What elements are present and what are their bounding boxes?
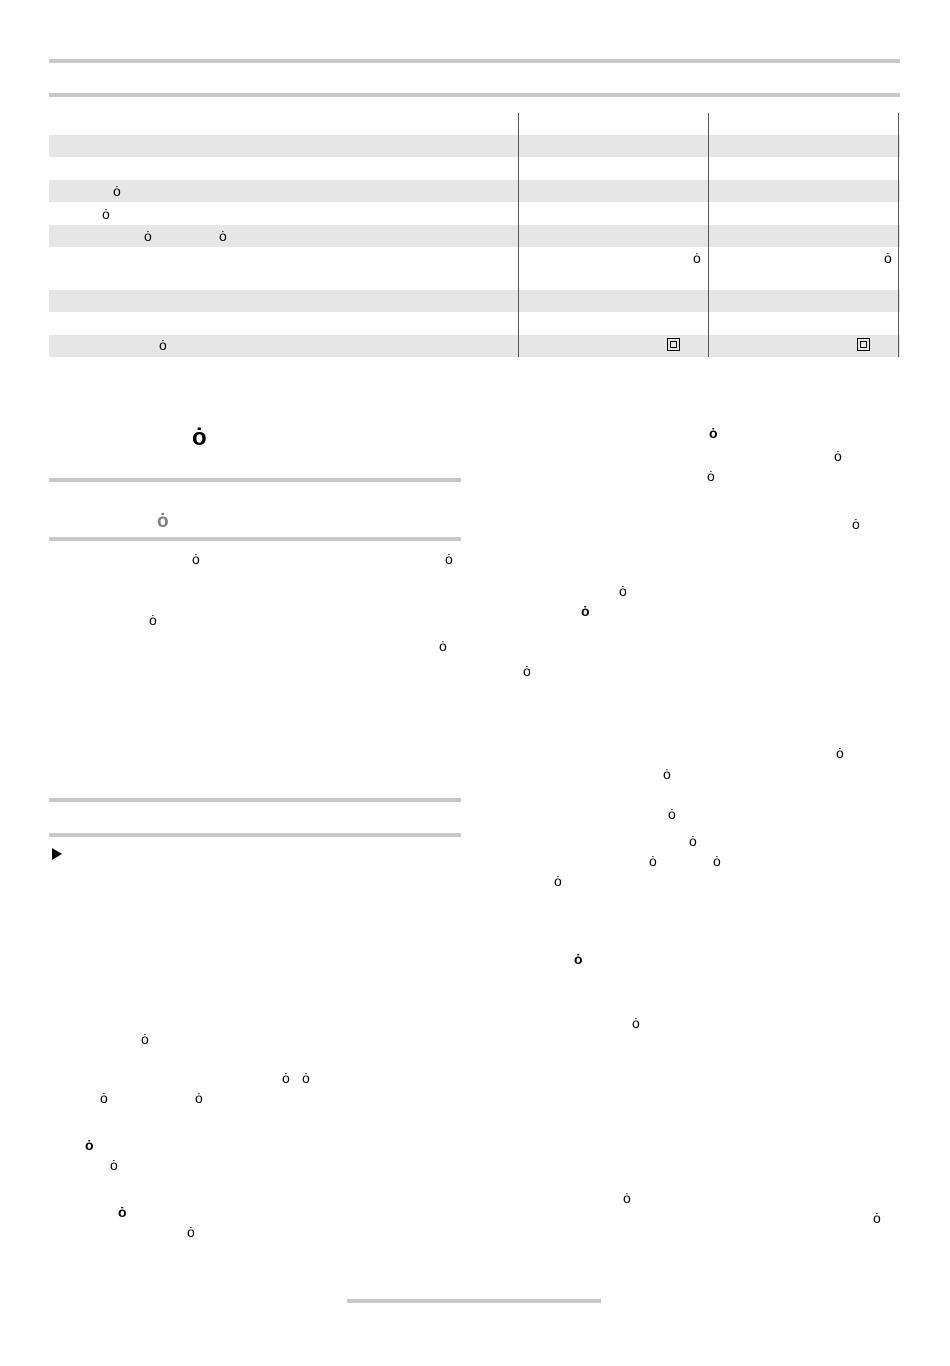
text-symbol: ȯ xyxy=(110,1157,118,1173)
text-symbol: ȯ xyxy=(632,1015,640,1031)
text-symbol: ȯ xyxy=(554,873,562,889)
text-symbol: ȯ xyxy=(282,1070,290,1086)
text-symbol: ȯ xyxy=(187,1224,195,1240)
text-symbol: ȯ xyxy=(195,1090,203,1106)
table-symbol: ȯ xyxy=(159,337,167,353)
section-rule xyxy=(49,833,461,837)
table-column-divider xyxy=(898,113,899,357)
text-symbol: ȯ xyxy=(649,853,657,869)
table-row-band xyxy=(49,225,900,247)
footer-rule xyxy=(347,1299,601,1303)
spec-table xyxy=(0,0,950,360)
table-row-band xyxy=(49,135,900,157)
text-symbol: ȯ xyxy=(619,583,627,599)
section-rule xyxy=(49,798,461,802)
text-symbol: ȯ xyxy=(668,806,676,822)
text-symbol: ȯ xyxy=(623,1190,631,1206)
table-row-band xyxy=(49,335,900,357)
table-symbol: ȯ xyxy=(113,183,121,199)
text-symbol: ȯ xyxy=(302,1070,310,1086)
text-symbol: ȯ xyxy=(141,1031,149,1047)
table-column-divider xyxy=(518,113,519,357)
double-square-icon xyxy=(857,338,870,351)
section-rule xyxy=(49,537,461,541)
text-symbol: ȯ xyxy=(873,1210,881,1226)
text-symbol: ȯ xyxy=(149,612,157,628)
text-symbol: ȯ xyxy=(836,745,844,761)
table-symbol: ȯ xyxy=(884,250,892,266)
text-symbol: ȯ xyxy=(192,551,200,567)
double-square-icon xyxy=(667,338,680,351)
section-heading-symbol: ȯ xyxy=(192,424,207,451)
table-symbol: ȯ xyxy=(102,206,110,222)
text-symbol-bold: ȯ xyxy=(85,1137,94,1153)
text-symbol-bold: ȯ xyxy=(118,1204,127,1220)
text-symbol: ȯ xyxy=(100,1090,108,1106)
text-symbol: ȯ xyxy=(523,663,531,679)
table-symbol: ȯ xyxy=(693,250,701,266)
table-row-band xyxy=(49,180,900,202)
table-symbol: ȯ xyxy=(219,228,227,244)
text-symbol: ȯ xyxy=(713,853,721,869)
table-row-band xyxy=(49,290,900,312)
text-symbol: ȯ xyxy=(707,468,715,484)
text-symbol-bold: ȯ xyxy=(709,425,718,441)
subheading-symbol: ȯ xyxy=(157,511,169,532)
text-symbol: ȯ xyxy=(439,638,447,654)
section-rule xyxy=(49,478,461,482)
text-symbol: ȯ xyxy=(834,448,842,464)
text-symbol: ȯ xyxy=(689,833,697,849)
table-symbol: ȯ xyxy=(144,228,152,244)
text-symbol-bold: ȯ xyxy=(581,603,590,619)
text-symbol-bold: ȯ xyxy=(574,951,583,967)
play-triangle-icon xyxy=(52,848,62,860)
text-symbol: ȯ xyxy=(852,516,860,532)
text-symbol: ȯ xyxy=(663,766,671,782)
text-symbol: ȯ xyxy=(445,551,453,567)
table-column-divider xyxy=(708,113,709,357)
